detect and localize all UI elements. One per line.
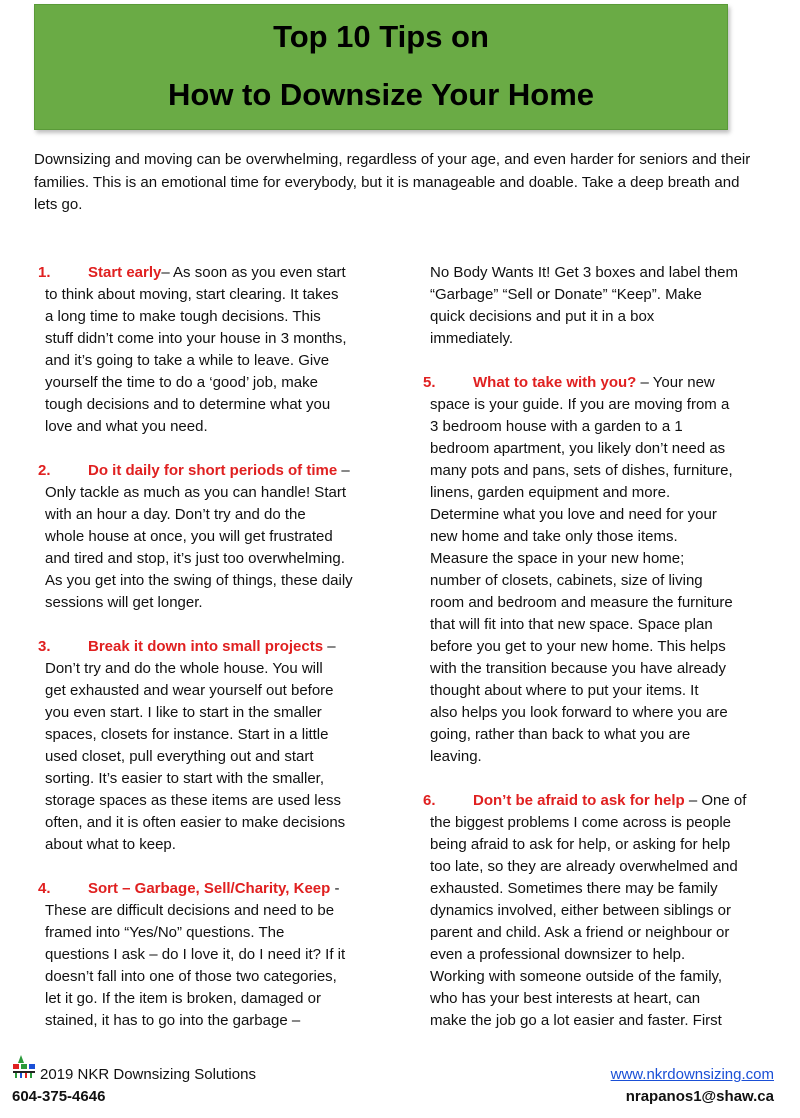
tip-title: What to take with you? xyxy=(473,374,637,391)
tip-text-line: As you get into the swing of things, these daily xyxy=(45,572,353,589)
tip-text-line: about what to keep. xyxy=(45,836,176,853)
tip-text-line: leaving. xyxy=(430,748,482,765)
tip-text-line: used closet, pull everything out and start xyxy=(45,748,314,765)
tip-text-line: space is your guide. If you are moving from a xyxy=(430,396,730,413)
tip-text-line: thought about where to put your items. It xyxy=(430,682,699,699)
tip-text: – xyxy=(337,462,350,479)
tip-text-line: bedroom apartment, you likely don’t need as xyxy=(430,440,726,457)
tip-item xyxy=(38,878,368,1032)
tip-text-line: before you get to your new home. This helps xyxy=(430,638,726,655)
phone-number: 604-375-4646 xyxy=(12,1088,106,1105)
tip-title: Start early xyxy=(88,264,162,281)
tip-text-line: Determine what you love and need for your xyxy=(430,506,717,523)
logo-leg-1 xyxy=(15,1073,17,1078)
tip-text-line: doesn’t fall into one of those two categories, xyxy=(45,968,337,985)
nkr-logo-icon xyxy=(12,1053,38,1079)
tip-text-line: framed into “Yes/No” questions. The xyxy=(45,924,285,941)
copyright-text: 2019 NKR Downsizing Solutions xyxy=(40,1066,256,1083)
tip-number: 2. xyxy=(38,462,51,479)
tip-text-line: sorting. It’s easier to start with the smaller, xyxy=(45,770,325,787)
logo-leg-3 xyxy=(25,1073,27,1078)
left-column xyxy=(38,262,368,1054)
tip-item xyxy=(423,372,768,768)
logo-block-blue xyxy=(29,1064,35,1069)
tip-text-line: too late, so they are already overwhelmed and xyxy=(430,858,738,875)
tip-text-line: These are difficult decisions and need to be xyxy=(45,902,335,919)
tip-heading-line xyxy=(423,790,768,812)
tip-text-line: the biggest problems I come across is people xyxy=(430,814,731,831)
tip-text: – One of xyxy=(684,792,747,809)
logo-block-green xyxy=(21,1064,27,1069)
tip-heading-line xyxy=(38,636,368,658)
tip-text-line: quick decisions and put it in a box xyxy=(430,308,655,325)
tip-text-line: let it go. If the item is broken, damaged or xyxy=(45,990,321,1007)
logo-leg-2 xyxy=(20,1073,22,1078)
tip-number: 6. xyxy=(423,792,436,809)
tip-text-line: stained, it has to go into the garbage – xyxy=(45,1012,301,1029)
tip-text-line: with the transition because you have already xyxy=(430,660,727,677)
tip-number: 1. xyxy=(38,264,51,281)
tip-text-line: even a professional downsizer to help. xyxy=(430,946,686,963)
logo-peak-green xyxy=(18,1055,24,1063)
tip-text-line: Working with someone outside of the family, xyxy=(430,968,723,985)
tip-text-line: stuff didn’t come into your house in 3 months, xyxy=(45,330,347,347)
tip-heading-line xyxy=(38,460,368,482)
tip-text: - xyxy=(330,880,340,897)
tip-text-line: 3 bedroom house with a garden to a 1 xyxy=(430,418,683,435)
tip-text-line: linens, garden equipment and more. xyxy=(430,484,671,501)
tip-text-line: exhausted. Sometimes there may be family xyxy=(430,880,718,897)
tip-text-line: whole house at once, you will get frustrated xyxy=(45,528,333,545)
tip-text-line: parent and child. Ask a friend or neighbour or xyxy=(430,924,730,941)
tip-text-line: spaces, closets for instance. Start in a little xyxy=(45,726,329,743)
tip-text-line: and tired and stop, it’s just too overwhelming. xyxy=(45,550,345,567)
tip-text-line: and it’s going to take a while to leave. Give xyxy=(45,352,330,369)
tip-text-line: room and bedroom and measure the furniture xyxy=(430,594,733,611)
tip-number: 4. xyxy=(38,880,51,897)
tip-text: – As soon as you even start xyxy=(161,264,346,281)
tip-text-line: with an hour a day. Don’t try and do the xyxy=(45,506,306,523)
title-line-2: How to Downsize Your Home xyxy=(168,77,594,112)
tip-text-line: Only tackle as much as you can handle! Start xyxy=(45,484,346,501)
tip-text-line: being afraid to ask for help, or asking for help xyxy=(430,836,731,853)
tip-text-line: No Body Wants It! Get 3 boxes and label them xyxy=(430,264,738,281)
tip-text-line: many pots and pans, sets of dishes, furniture, xyxy=(430,462,733,479)
tip-title: Don’t be afraid to ask for help xyxy=(473,792,685,809)
tip-text-line: also helps you look forward to where you are xyxy=(430,704,728,721)
tip-text-line: love and what you need. xyxy=(45,418,208,435)
tip-text-line: questions I ask – do I love it, do I need it? If it xyxy=(45,946,346,963)
right-column xyxy=(423,262,768,1054)
tip-text-line: going, rather than back to what you are xyxy=(430,726,691,743)
tip-title: Sort – Garbage, Sell/Charity, Keep xyxy=(88,880,331,897)
tip-text-line: number of closets, cabinets, size of living xyxy=(430,572,703,589)
tip-text-line: get exhausted and wear yourself out before xyxy=(45,682,334,699)
title-line-1: Top 10 Tips on xyxy=(273,19,489,54)
email-address: nrapanos1@shaw.ca xyxy=(625,1088,774,1105)
tip-text: – Your new xyxy=(636,374,715,391)
logo-leg-4 xyxy=(30,1073,32,1078)
tip-text-line: a long time to make tough decisions. This xyxy=(45,308,321,325)
tip-item xyxy=(38,460,368,614)
tip-text: – xyxy=(323,638,336,655)
tip-text-line: tough decisions and to determine what you xyxy=(45,396,331,413)
logo-base-bar xyxy=(13,1071,35,1073)
tip-text-line: who has your best interests at heart, can xyxy=(430,990,701,1007)
website-link[interactable]: www.nkrdownsizing.com xyxy=(610,1066,774,1083)
tip-text-line: sessions will get longer. xyxy=(45,594,203,611)
tip-heading-line xyxy=(38,878,368,900)
tip-text-line: “Garbage” “Sell or Donate” “Keep”. Make xyxy=(430,286,702,303)
tip-text-line: dynamics involved, either between siblings or xyxy=(430,902,731,919)
tip-item xyxy=(38,262,368,438)
tip-text-line: make the job go a lot easier and faster. First xyxy=(430,1012,722,1029)
footer xyxy=(0,1050,800,1118)
tip-text-line: often, and it is often easier to make decisions xyxy=(45,814,346,831)
intro-paragraph: Downsizing and moving can be overwhelming, regardless of your age, and even harder for seniors and their families. This is an emotional time for everybody, but it is manageable and doable. Take a deep breath and lets go. xyxy=(34,151,751,213)
tip-text-line: that will fit into that new space. Space plan xyxy=(430,616,713,633)
tip-text-line: new home and take only those items. xyxy=(430,528,678,545)
tip-text-line: yourself the time to do a ‘good’ job, make xyxy=(45,374,318,391)
tip-title: Do it daily for short periods of time xyxy=(88,462,338,479)
tip-text-line: immediately. xyxy=(430,330,514,347)
tip-text-line: Measure the space in your new home; xyxy=(430,550,685,567)
tip-4-continued xyxy=(423,262,768,350)
tip-text-line: Don’t try and do the whole house. You will xyxy=(45,660,323,677)
tip-text-line: you even start. I like to start in the smaller xyxy=(45,704,322,721)
logo-block-red xyxy=(13,1064,19,1069)
title-banner xyxy=(34,4,728,130)
tip-number: 5. xyxy=(423,374,436,391)
tip-text-line: to think about moving, start clearing. It takes xyxy=(45,286,339,303)
tip-text-line: storage spaces as these items are used less xyxy=(45,792,341,809)
tip-item xyxy=(423,790,768,1032)
tip-heading-line xyxy=(38,262,368,284)
tip-number: 3. xyxy=(38,638,51,655)
tip-heading-line xyxy=(423,372,768,394)
tip-title: Break it down into small projects xyxy=(88,638,324,655)
tip-item xyxy=(38,636,368,856)
